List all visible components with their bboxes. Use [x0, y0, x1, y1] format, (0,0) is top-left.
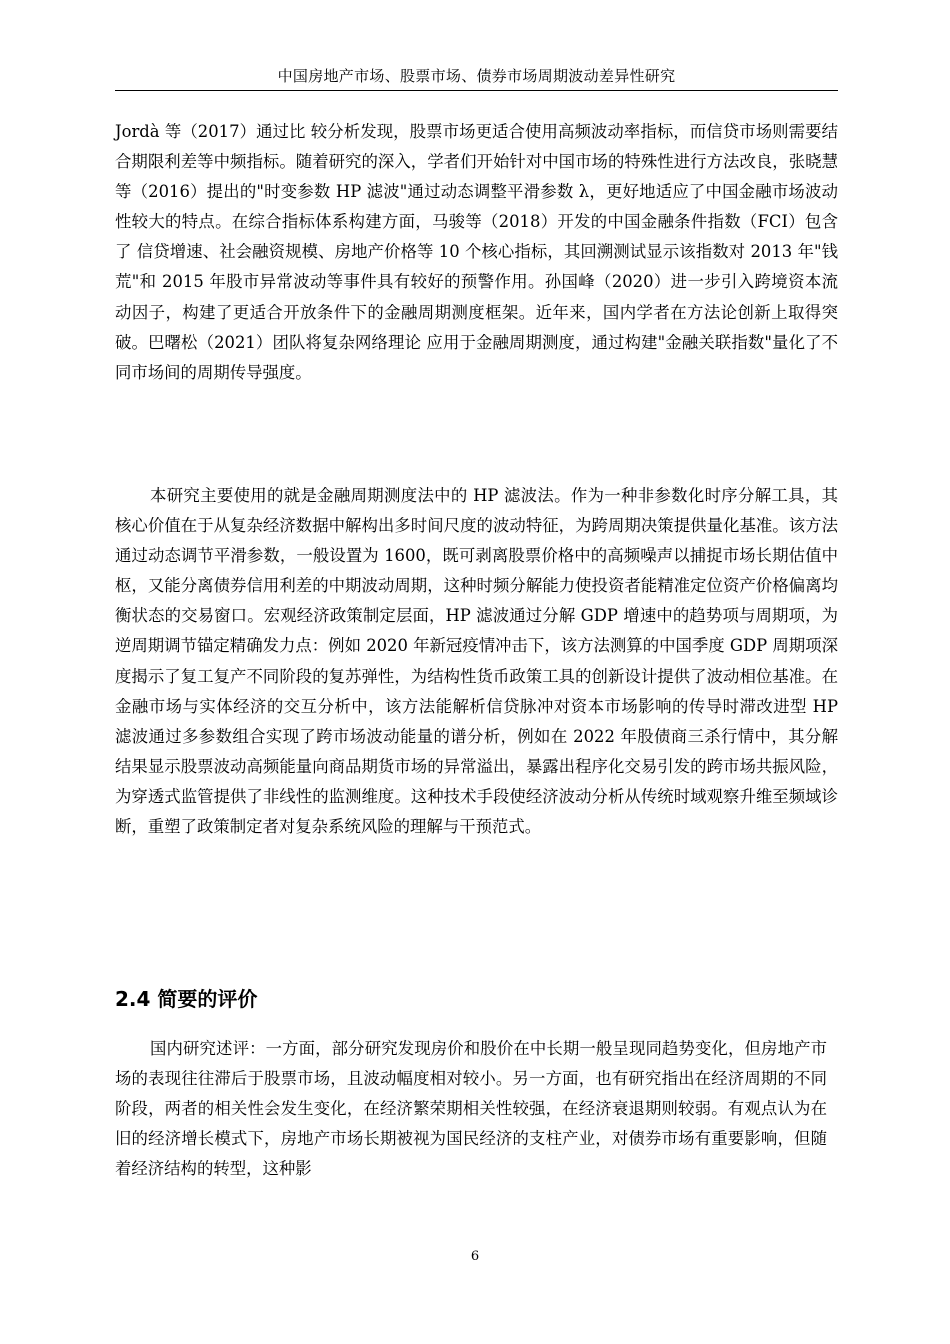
section-heading: 2.4 简要的评价: [115, 987, 258, 1011]
paragraph-literature-review: Jordà 等（2017）通过比 较分析发现，股票市场更适合使用高频波动率指标，而信贷市场则需要结合期限利差等中频指标。随着研究的深入，学者们开始针对中国市场的特殊性进行方法改良，张晓慧等（2016）提出的"时变参数 HP 滤波"通过动态调整平滑参数 λ，更好地适应了中国金融市场波动性较大的特点。在综合指标体系构建方面，马骏等（2018）开发的中国金融条件指数（FCI）包含了 信贷增速、社会融资规模、房地产价格等 10 个核心指标，其回溯测试显示该指数对 2013 年"钱荒"和 2015 年股市异常波动等事件具有较好的预警作用。孙国峰（2020）进一步引入跨境资本流动因子，构建了更适合开放条件下的金融周期测度框架。近年来，国内学者在方法论创新上取得突破。巴曙松（2021）团队将复杂网络理论 应用于金融周期测度，通过构建"金融关联指数"量化了不同市场间的周期传导强度。: [115, 122, 838, 382]
header-rule: [115, 90, 838, 91]
paragraph-hp-filter-method: 本研究主要使用的就是金融周期测度法中的 HP 滤波法。作为一种非参数化时序分解工具，其核心价值在于从复杂经济数据中解构出多时间尺度的波动特征，为跨周期决策提供量化基准。该方法通过动态调节平滑参数，一般设置为 1600，既可剥离股票价格中的高频噪声以捕捉市场长期估值中枢，又能分离债券信用利差的中期波动周期，这种时频分解能力使投资者能精准定位资产价格偏离均衡状态的交易窗口。宏观经济政策制定层面，HP 滤波通过分解 GDP 增速中的趋势项与周期项，为逆周期调节锚定精确发力点：例如 2020 年新冠疫情冲击下，该方法测算的中国季度 GDP 周期项深度揭示了复工复产不同阶段的复苏弹性，为结构性货币政策工具的创新设计提供了波动相位基准。在金融市场与实体经济的交互分析中，该方法能解析信贷脉冲对资本市场影响的传导时滞改进型 HP 滤波通过多参数组合实现了跨市场波动能量的谱分析，例如在 2022 年股债商三杀行情中，其分解结果显示股票波动高频能量向商品期货市场的异常溢出，暴露出程序化交易引发的跨市场共振风险，为穿透式监管提供了非线性的监测维度。这种技术手段使经济波动分析从传统时域观察升维至频域诊断，重塑了政策制定者对复杂系统风险的理解与干预范式。: [115, 486, 838, 837]
running-header: 中国房地产市场、股票市场、债券市场周期波动差异性研究: [277, 67, 676, 85]
page-number: 6: [470, 1249, 480, 1264]
paragraph-brief-evaluation: 国内研究述评：一方面，部分研究发现房价和股价在中长期一般呈现同趋势变化，但房地产市场的表现往往滞后于股票市场，且波动幅度相对较小。另一方面，也有研究指出在经济周期的不同阶段，两者的相关性会发生变化，在经济繁荣期相关性较强，在经济衰退期则较弱。有观点认为在旧的经济增长模式下，房地产市场长期被视为国民经济的支柱产业，对债券市场有重要影响，但随着经济结构的转型，这种影: [115, 1039, 827, 1179]
